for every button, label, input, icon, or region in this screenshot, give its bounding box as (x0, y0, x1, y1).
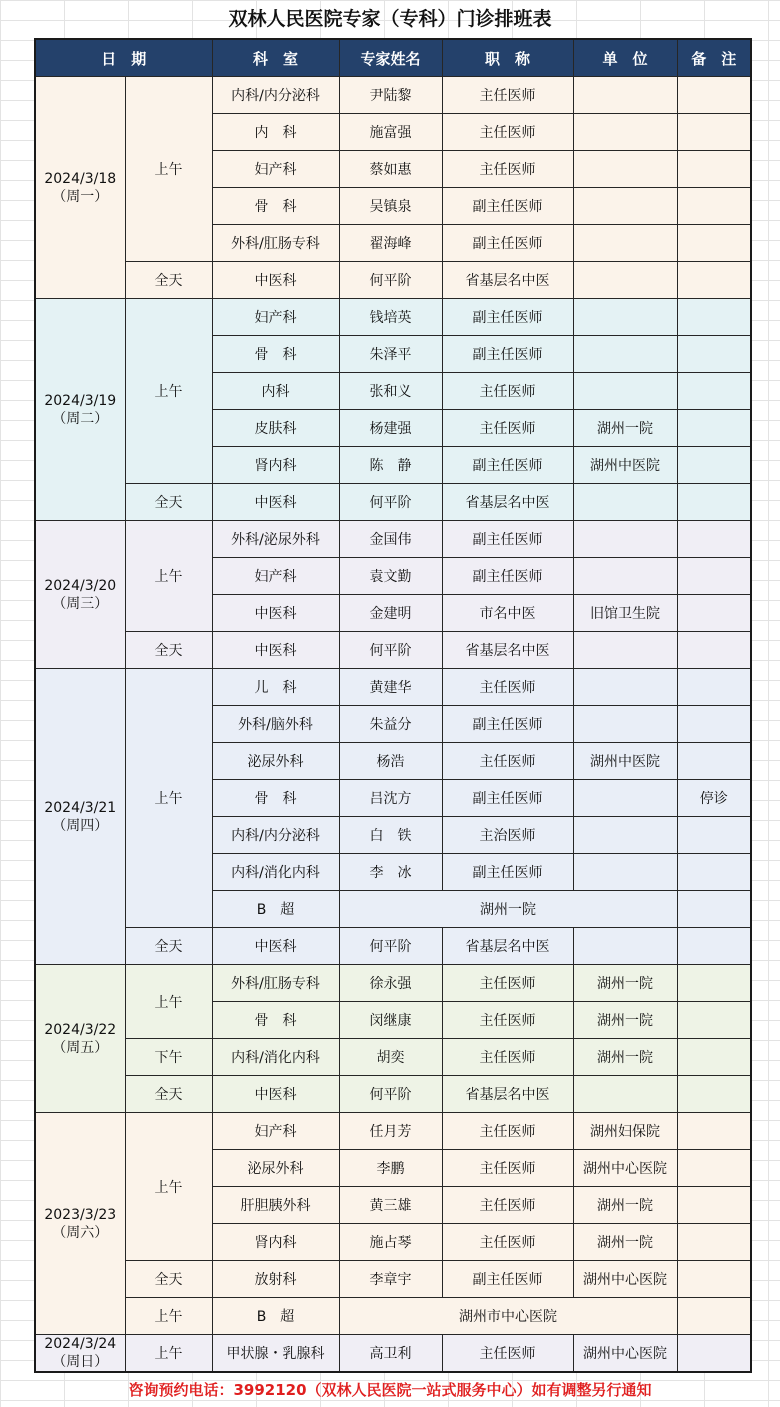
title-cell: 省基层名中医 (442, 928, 573, 965)
title-cell: 主任医师 (442, 743, 573, 780)
expert-name-cell: 施占琴 (339, 1224, 442, 1261)
remark-cell (677, 373, 751, 410)
remark-cell (677, 77, 751, 114)
merged-unit-cell: 湖州市中心医院 (339, 1298, 677, 1335)
table-row (35, 77, 751, 114)
remark-cell (677, 188, 751, 225)
date-text: 2023/3/23 (44, 1206, 117, 1223)
expert-name-cell: 何平阶 (339, 632, 442, 669)
remark-cell (677, 1261, 751, 1298)
unit-cell (573, 262, 677, 299)
department-cell: 妇产科 (212, 558, 339, 595)
title-cell: 主任医师 (442, 77, 573, 114)
title-cell: 副主任医师 (442, 299, 573, 336)
unit-cell (573, 1076, 677, 1113)
department-cell: 内科/消化内科 (212, 854, 339, 891)
title-cell: 主任医师 (442, 669, 573, 706)
period-cell: 全天 (125, 484, 212, 521)
schedule-table (34, 38, 752, 1373)
department-cell: 中医科 (212, 484, 339, 521)
department-cell: 外科/泌尿外科 (212, 521, 339, 558)
title-cell: 省基层名中医 (442, 262, 573, 299)
remark-cell (677, 1076, 751, 1113)
unit-cell: 湖州一院 (573, 1187, 677, 1224)
remark-cell (677, 1298, 751, 1335)
department-cell: 妇产科 (212, 1113, 339, 1150)
unit-cell: 湖州中心医院 (573, 1150, 677, 1187)
expert-name-cell: 陈 静 (339, 447, 442, 484)
department-cell: 泌尿外科 (212, 743, 339, 780)
title-cell: 主任医师 (442, 1224, 573, 1261)
department-cell: 外科/肛肠专科 (212, 965, 339, 1002)
table-row (35, 299, 751, 336)
header-department: 科 室 (212, 39, 339, 77)
title-cell: 主任医师 (442, 1002, 573, 1039)
remark-cell (677, 817, 751, 854)
merged-unit-cell: 湖州一院 (339, 891, 677, 928)
department-cell: 中医科 (212, 1076, 339, 1113)
title-cell: 主治医师 (442, 817, 573, 854)
expert-name-cell: 朱益分 (339, 706, 442, 743)
department-cell: 肾内科 (212, 1224, 339, 1261)
remark-cell (677, 447, 751, 484)
date-text: 2024/3/24 (44, 1336, 117, 1352)
date-cell (35, 669, 125, 965)
department-cell: 内科/消化内科 (212, 1039, 339, 1076)
expert-name-cell: 翟海峰 (339, 225, 442, 262)
department-cell: 甲状腺・乳腺科 (212, 1335, 339, 1373)
unit-cell (573, 484, 677, 521)
department-cell: B 超 (212, 1298, 339, 1335)
remark-cell (677, 1335, 751, 1373)
date-text: 2024/3/21 (44, 799, 117, 816)
remark-cell (677, 410, 751, 447)
expert-name-cell: 何平阶 (339, 1076, 442, 1113)
department-cell: 外科/肛肠专科 (212, 225, 339, 262)
expert-name-cell: 胡奕 (339, 1039, 442, 1076)
department-cell: 中医科 (212, 928, 339, 965)
period-cell: 上午 (125, 77, 212, 262)
remark-cell (677, 1039, 751, 1076)
title-cell: 主任医师 (442, 1113, 573, 1150)
period-cell: 上午 (125, 1298, 212, 1335)
unit-cell: 湖州妇保院 (573, 1113, 677, 1150)
department-cell: 儿 科 (212, 669, 339, 706)
table-row (35, 928, 751, 965)
unit-cell (573, 558, 677, 595)
weekday-text: （周三） (52, 595, 109, 612)
remark-cell (677, 114, 751, 151)
expert-name-cell: 杨浩 (339, 743, 442, 780)
date-cell (35, 1113, 125, 1335)
title-cell: 副主任医师 (442, 336, 573, 373)
table-row (35, 484, 751, 521)
header-row (35, 39, 751, 77)
title-cell: 副主任医师 (442, 558, 573, 595)
expert-name-cell: 金建明 (339, 595, 442, 632)
table-row (35, 1335, 751, 1373)
weekday-text: （周日） (52, 1354, 109, 1370)
period-cell: 上午 (125, 1113, 212, 1261)
remark-cell (677, 1150, 751, 1187)
unit-cell (573, 77, 677, 114)
expert-name-cell: 任月芳 (339, 1113, 442, 1150)
title-cell: 主任医师 (442, 373, 573, 410)
remark-cell (677, 743, 751, 780)
department-cell: 内科 (212, 373, 339, 410)
title-cell: 省基层名中医 (442, 632, 573, 669)
department-cell: 放射科 (212, 1261, 339, 1298)
date-text: 2024/3/22 (44, 1021, 117, 1038)
period-cell: 下午 (125, 1039, 212, 1076)
expert-name-cell: 吕沈方 (339, 780, 442, 817)
period-cell: 全天 (125, 1261, 212, 1298)
unit-cell: 湖州中心医院 (573, 1261, 677, 1298)
footer-notice: 咨询预约电话：3992120（双林人民医院一站式服务中心）如有调整另行通知 (128, 1381, 652, 1399)
weekday-text: （周五） (52, 1039, 109, 1056)
unit-cell (573, 114, 677, 151)
unit-cell (573, 373, 677, 410)
unit-cell (573, 225, 677, 262)
header-title: 职 称 (442, 39, 573, 77)
remark-cell (677, 558, 751, 595)
department-cell: 骨 科 (212, 188, 339, 225)
period-cell: 上午 (125, 521, 212, 632)
unit-cell (573, 854, 677, 891)
title-cell: 主任医师 (442, 114, 573, 151)
unit-cell: 湖州中医院 (573, 447, 677, 484)
unit-cell (573, 299, 677, 336)
remark-cell (677, 262, 751, 299)
header-unit: 单 位 (573, 39, 677, 77)
table-row (35, 1298, 751, 1335)
expert-name-cell: 金国伟 (339, 521, 442, 558)
unit-cell (573, 817, 677, 854)
unit-cell (573, 928, 677, 965)
title-cell: 副主任医师 (442, 447, 573, 484)
remark-cell (677, 151, 751, 188)
expert-name-cell: 钱培英 (339, 299, 442, 336)
expert-name-cell: 李章宇 (339, 1261, 442, 1298)
department-cell: 骨 科 (212, 780, 339, 817)
title-cell: 副主任医师 (442, 1261, 573, 1298)
table-row (35, 1076, 751, 1113)
expert-name-cell: 尹陆黎 (339, 77, 442, 114)
date-cell (35, 77, 125, 299)
table-row (35, 632, 751, 669)
department-cell: 肝胆胰外科 (212, 1187, 339, 1224)
page-title: 双林人民医院专家（专科）门诊排班表 (228, 8, 552, 30)
remark-cell (677, 1002, 751, 1039)
unit-cell (573, 706, 677, 743)
remark-cell (677, 706, 751, 743)
remark-cell (677, 632, 751, 669)
expert-name-cell: 蔡如惠 (339, 151, 442, 188)
unit-cell (573, 632, 677, 669)
unit-cell: 湖州中医院 (573, 743, 677, 780)
expert-name-cell: 何平阶 (339, 262, 442, 299)
title-cell: 主任医师 (442, 1187, 573, 1224)
unit-cell: 旧馆卫生院 (573, 595, 677, 632)
date-text: 2024/3/18 (44, 170, 117, 187)
department-cell: 肾内科 (212, 447, 339, 484)
date-cell (35, 521, 125, 669)
unit-cell: 湖州中心医院 (573, 1335, 677, 1373)
department-cell: 内科/内分泌科 (212, 77, 339, 114)
expert-name-cell: 袁文勤 (339, 558, 442, 595)
remark-cell (677, 1187, 751, 1224)
department-cell: 骨 科 (212, 1002, 339, 1039)
title-cell: 副主任医师 (442, 706, 573, 743)
remark-cell (677, 484, 751, 521)
weekday-text: （周一） (52, 188, 109, 205)
expert-name-cell: 白 铁 (339, 817, 442, 854)
unit-cell: 湖州一院 (573, 1039, 677, 1076)
date-cell (35, 1335, 125, 1373)
department-cell: 妇产科 (212, 151, 339, 188)
remark-cell: 停诊 (677, 780, 751, 817)
unit-cell (573, 669, 677, 706)
title-cell: 主任医师 (442, 151, 573, 188)
date-text: 2024/3/19 (44, 392, 117, 409)
date-text: 2024/3/20 (44, 577, 117, 594)
expert-name-cell: 何平阶 (339, 928, 442, 965)
remark-cell (677, 1113, 751, 1150)
department-cell: 妇产科 (212, 299, 339, 336)
table-row (35, 1261, 751, 1298)
unit-cell: 湖州一院 (573, 1002, 677, 1039)
department-cell: 中医科 (212, 595, 339, 632)
title-cell: 副主任医师 (442, 854, 573, 891)
period-cell: 上午 (125, 299, 212, 484)
table-row (35, 669, 751, 706)
table-row (35, 262, 751, 299)
unit-cell: 湖州一院 (573, 1224, 677, 1261)
period-cell: 上午 (125, 1335, 212, 1373)
unit-cell (573, 336, 677, 373)
expert-name-cell: 徐永强 (339, 965, 442, 1002)
expert-name-cell: 何平阶 (339, 484, 442, 521)
expert-name-cell: 张和义 (339, 373, 442, 410)
title-cell: 主任医师 (442, 410, 573, 447)
remark-cell (677, 965, 751, 1002)
expert-name-cell: 吴镇泉 (339, 188, 442, 225)
expert-name-cell: 杨建强 (339, 410, 442, 447)
expert-name-cell: 黄建华 (339, 669, 442, 706)
period-cell: 全天 (125, 1076, 212, 1113)
department-cell: 中医科 (212, 632, 339, 669)
period-cell: 全天 (125, 262, 212, 299)
remark-cell (677, 595, 751, 632)
remark-cell (677, 891, 751, 928)
title-cell: 副主任医师 (442, 225, 573, 262)
remark-cell (677, 521, 751, 558)
unit-cell: 湖州一院 (573, 410, 677, 447)
expert-name-cell: 李鹏 (339, 1150, 442, 1187)
department-cell: 皮肤科 (212, 410, 339, 447)
department-cell: 骨 科 (212, 336, 339, 373)
period-cell: 全天 (125, 632, 212, 669)
weekday-text: （周六） (52, 1224, 109, 1241)
department-cell: 中医科 (212, 262, 339, 299)
unit-cell (573, 780, 677, 817)
expert-name-cell: 高卫利 (339, 1335, 442, 1373)
table-row (35, 965, 751, 1002)
expert-name-cell: 施富强 (339, 114, 442, 151)
remark-cell (677, 669, 751, 706)
remark-cell (677, 225, 751, 262)
remark-cell (677, 854, 751, 891)
title-cell: 副主任医师 (442, 780, 573, 817)
table-row (35, 521, 751, 558)
weekday-text: （周四） (52, 817, 109, 834)
remark-cell (677, 1224, 751, 1261)
unit-cell (573, 151, 677, 188)
unit-cell (573, 521, 677, 558)
date-cell (35, 299, 125, 521)
header-remark: 备 注 (677, 39, 751, 77)
table-row (35, 1039, 751, 1076)
unit-cell: 湖州一院 (573, 965, 677, 1002)
header-date: 日 期 (35, 39, 212, 77)
title-cell: 副主任医师 (442, 521, 573, 558)
table-row (35, 1113, 751, 1150)
department-cell: 内 科 (212, 114, 339, 151)
remark-cell (677, 336, 751, 373)
date-cell (35, 965, 125, 1113)
department-cell: 内科/内分泌科 (212, 817, 339, 854)
title-cell: 主任医师 (442, 1039, 573, 1076)
expert-name-cell: 闵继康 (339, 1002, 442, 1039)
period-cell: 上午 (125, 669, 212, 928)
title-cell: 省基层名中医 (442, 1076, 573, 1113)
remark-cell (677, 299, 751, 336)
title-cell: 主任医师 (442, 1150, 573, 1187)
period-cell: 全天 (125, 928, 212, 965)
expert-name-cell: 黄三雄 (339, 1187, 442, 1224)
department-cell: 外科/脑外科 (212, 706, 339, 743)
title-cell: 主任医师 (442, 1335, 573, 1373)
expert-name-cell: 李 冰 (339, 854, 442, 891)
title-cell: 市名中医 (442, 595, 573, 632)
title-cell: 主任医师 (442, 965, 573, 1002)
title-cell: 副主任医师 (442, 188, 573, 225)
department-cell: B 超 (212, 891, 339, 928)
remark-cell (677, 928, 751, 965)
title-cell: 省基层名中医 (442, 484, 573, 521)
unit-cell (573, 188, 677, 225)
expert-name-cell: 朱泽平 (339, 336, 442, 373)
period-cell: 上午 (125, 965, 212, 1039)
header-expert-name: 专家姓名 (339, 39, 442, 77)
department-cell: 泌尿外科 (212, 1150, 339, 1187)
weekday-text: （周二） (52, 410, 109, 427)
